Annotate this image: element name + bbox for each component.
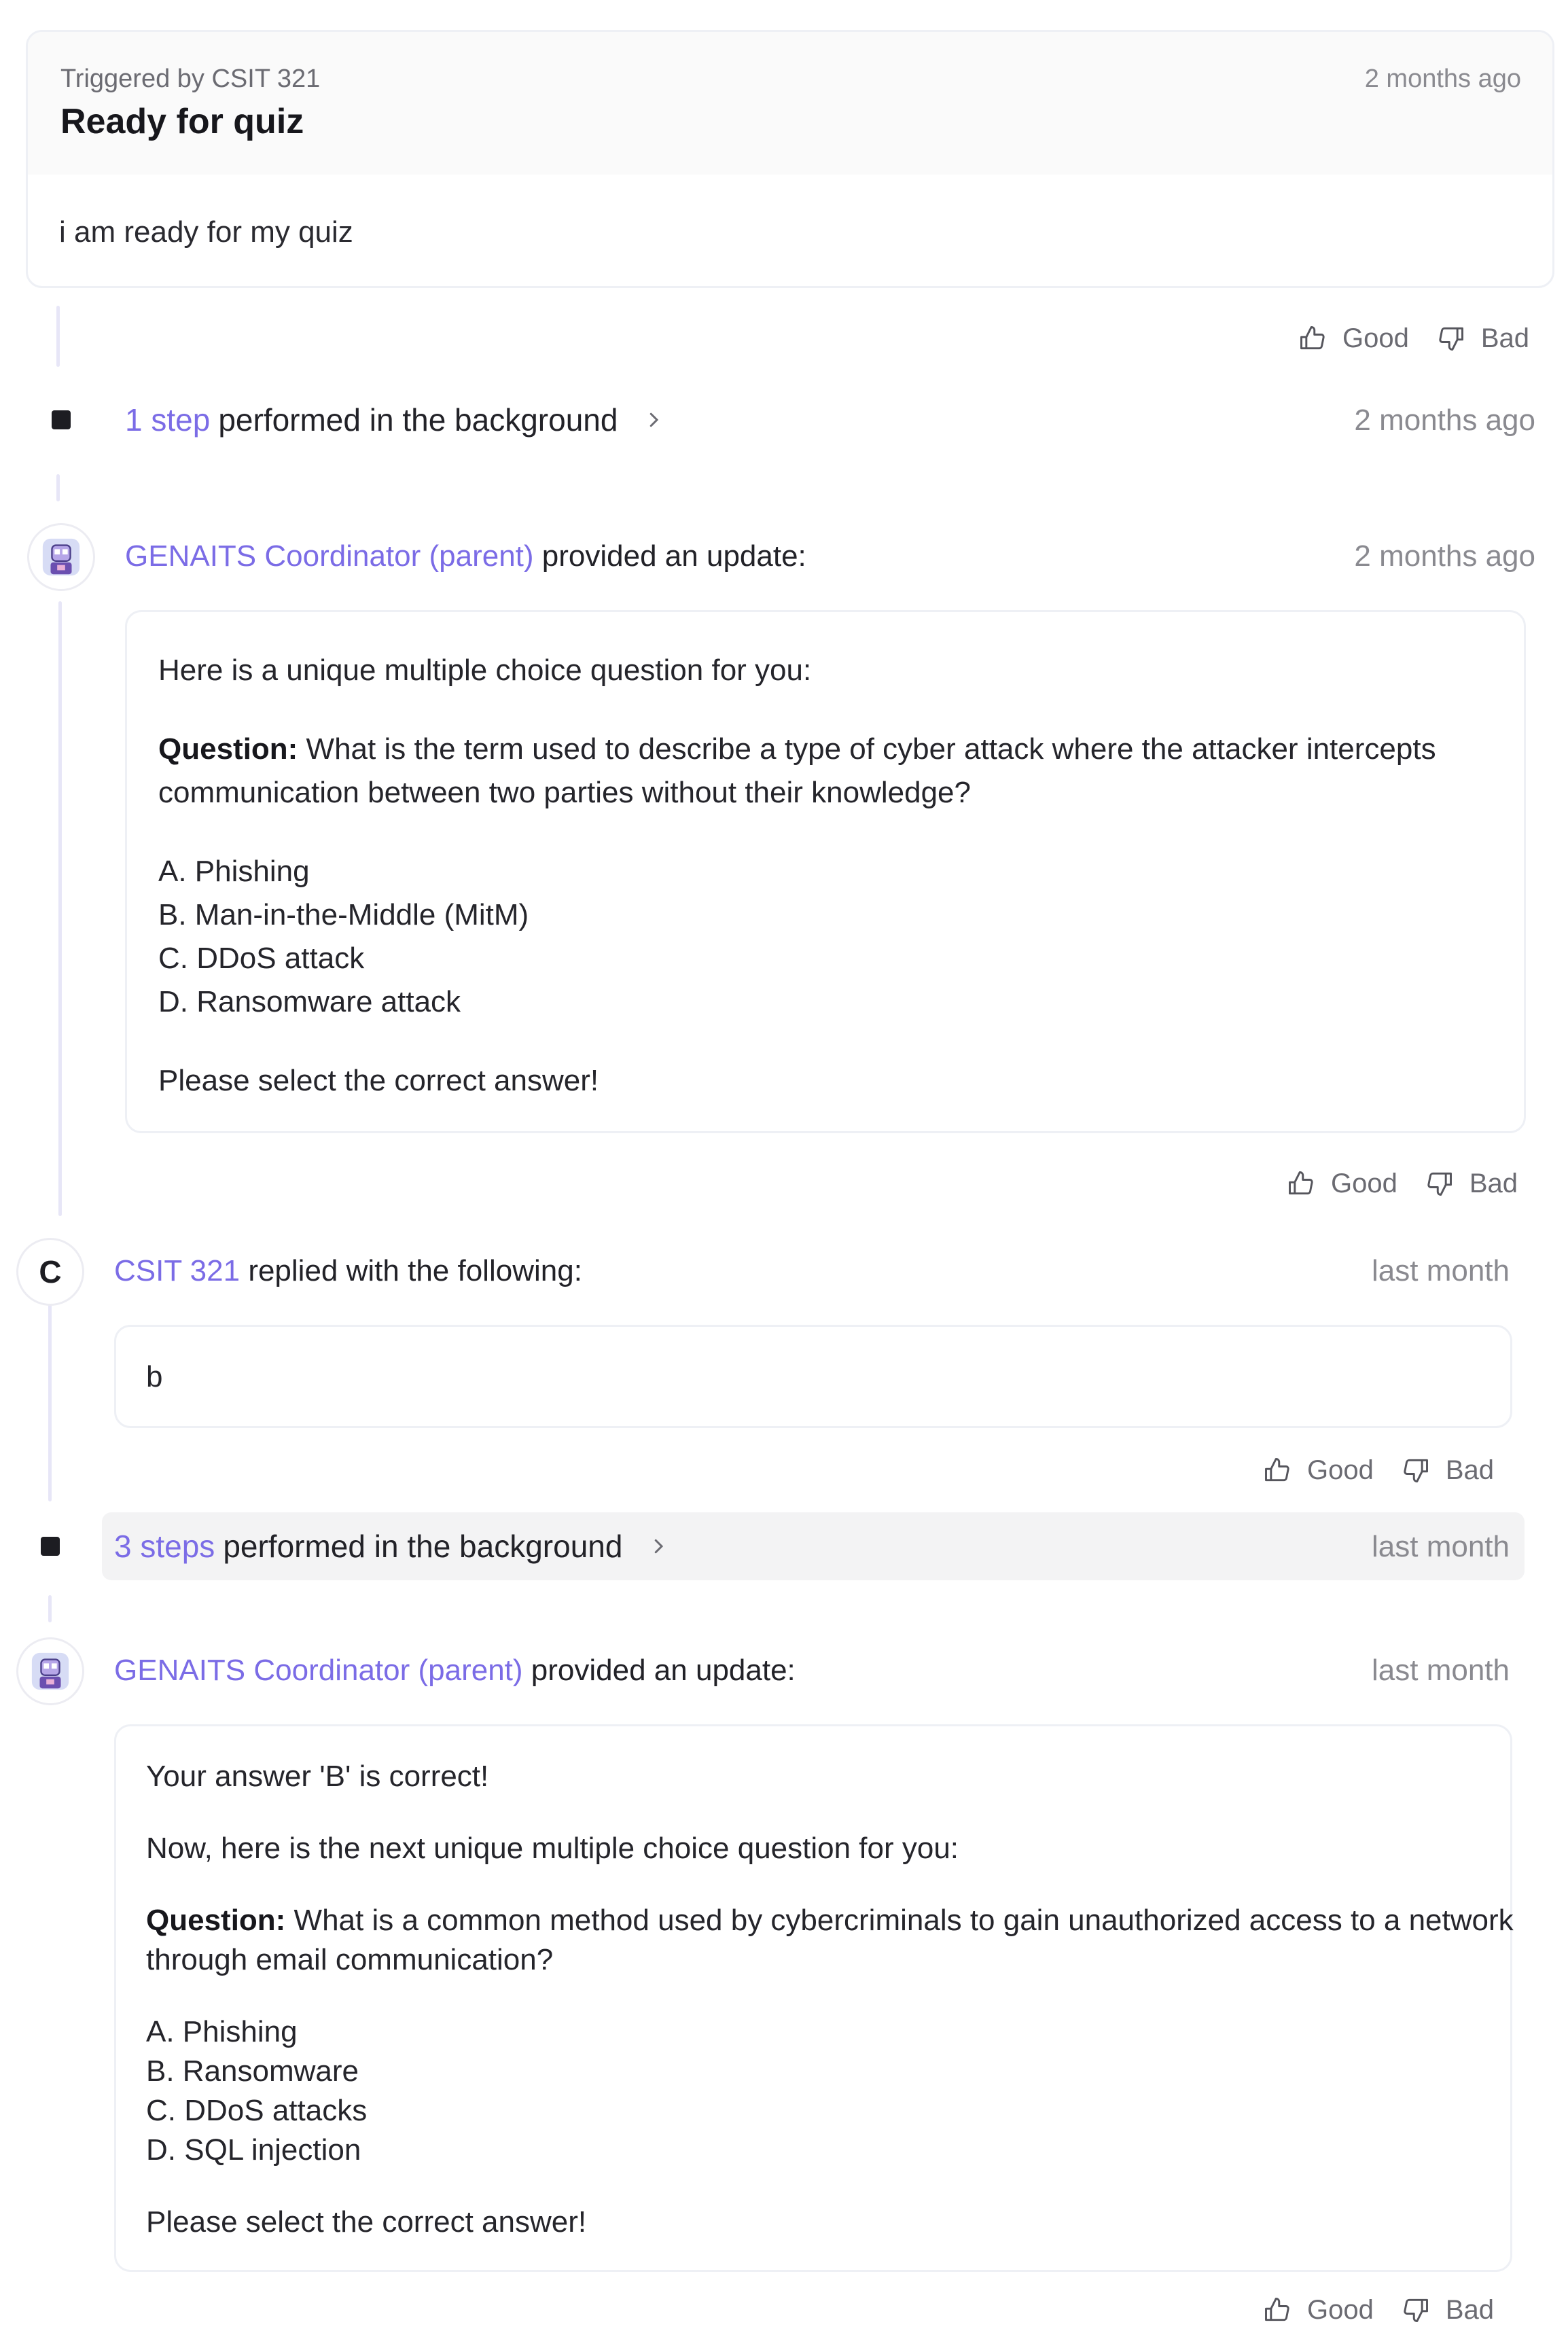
step-marker: [52, 410, 71, 429]
update-header: [114, 1654, 796, 1688]
option-d: D. SQL injection: [146, 2133, 361, 2167]
author-link[interactable]: GENAITS Coordinator (parent): [114, 1654, 523, 1687]
avatar: [16, 1637, 84, 1705]
trigger-header: [28, 32, 1552, 175]
bad-button[interactable]: [1425, 1169, 1518, 1199]
question-text: What is the term used to describe a type of cyber attack where the attacker intercepts: [298, 732, 1436, 766]
option-d: D. Ransomware attack: [158, 985, 461, 1018]
step-description: performed in the background: [223, 1529, 623, 1564]
feedback-bar: [1262, 1450, 1494, 1491]
bad-label: Bad: [1445, 2294, 1495, 2325]
update-message-card: [114, 1724, 1512, 2272]
option-a: A. Phishing: [158, 855, 310, 888]
good-label: Good: [1307, 2294, 1374, 2325]
bad-button[interactable]: [1401, 2295, 1494, 2326]
bad-label: Bad: [1480, 323, 1530, 353]
trigger-message: i am ready for my quiz: [59, 215, 353, 249]
robot-avatar-icon: [29, 1650, 71, 1692]
timeline-line: [48, 1595, 52, 1622]
chevron-right-icon: [643, 410, 664, 430]
question-text-cont: through email communication?: [146, 1943, 554, 1976]
avatar: [27, 523, 95, 591]
good-label: Good: [1331, 1168, 1397, 1198]
update-timestamp: 2 months ago: [1354, 539, 1535, 573]
good-label: Good: [1342, 323, 1409, 353]
background-steps-row[interactable]: [115, 386, 1568, 454]
message-closing: Please select the correct answer!: [158, 1064, 599, 1097]
step-timestamp: 2 months ago: [1354, 404, 1535, 437]
message-closing: Please select the correct answer!: [146, 2205, 587, 2239]
message-intro: Here is a unique multiple choice question for you:: [158, 654, 812, 687]
bad-label: Bad: [1445, 1455, 1495, 1485]
question-text-cont: communication between two parties without their knowledge?: [158, 776, 971, 809]
thumbs-down-icon: [1401, 2295, 1431, 2325]
good-label: Good: [1307, 1455, 1374, 1485]
reply-message-card: [114, 1325, 1512, 1428]
option-b: B. Ransomware: [146, 2054, 359, 2088]
chevron-right-icon: [648, 1536, 669, 1556]
option-c: C. DDoS attack: [158, 942, 365, 975]
robot-avatar-icon: [40, 536, 82, 578]
thumbs-up-icon: [1298, 323, 1328, 353]
thumbs-up-icon: [1286, 1169, 1316, 1198]
option-a: A. Phishing: [146, 2015, 298, 2048]
step-description: performed in the background: [218, 402, 618, 438]
good-button[interactable]: [1262, 2295, 1374, 2326]
trigger-card: [26, 30, 1554, 288]
reply-action: replied with the following:: [248, 1254, 582, 1287]
avatar-letter: C: [39, 1254, 62, 1289]
option-b: B. Man-in-the-Middle (MitM): [158, 898, 529, 931]
reply-message: b: [146, 1360, 163, 1393]
thumbs-up-icon: [1262, 2295, 1292, 2325]
timeline-line: [56, 474, 60, 501]
author-link[interactable]: CSIT 321: [114, 1254, 240, 1287]
feedback-bar: [1286, 1163, 1518, 1204]
bad-button[interactable]: [1436, 323, 1529, 354]
update-action: provided an update:: [541, 539, 806, 573]
good-button[interactable]: [1262, 1455, 1374, 1486]
message-intro: Now, here is the next unique multiple choice question for you:: [146, 1832, 959, 1865]
timeline-line: [48, 1277, 52, 1501]
thumbs-up-icon: [1262, 1455, 1292, 1485]
thumbs-down-icon: [1425, 1169, 1455, 1198]
bad-button[interactable]: [1401, 1455, 1494, 1486]
step-timestamp: last month: [1372, 1530, 1510, 1563]
step-count-link[interactable]: 3 steps: [114, 1529, 215, 1564]
background-steps-row[interactable]: [102, 1512, 1525, 1580]
timeline-line: [58, 601, 62, 1216]
thumbs-down-icon: [1401, 1455, 1431, 1485]
question-line: [146, 1899, 1514, 1942]
feedback-bar: [1298, 318, 1529, 359]
thumbs-down-icon: [1436, 323, 1466, 353]
reply-header: [114, 1254, 582, 1288]
trigger-title: Ready for quiz: [60, 102, 304, 141]
update-header: [125, 539, 806, 573]
question-label: Question:: [158, 732, 298, 766]
update-timestamp: last month: [1372, 1654, 1510, 1687]
trigger-timestamp: 2 months ago: [1364, 65, 1521, 93]
option-c: C. DDoS attacks: [146, 2094, 368, 2127]
timeline-line: [56, 306, 60, 367]
question-text: What is a common method used by cybercriminals to gain unauthorized access to a network: [285, 1904, 1514, 1937]
trigger-source: Triggered by CSIT 321: [60, 65, 321, 93]
update-message-card: [125, 610, 1526, 1133]
question-line: [158, 728, 1436, 771]
feedback-bar: [1262, 2290, 1494, 2330]
avatar: [16, 1238, 84, 1306]
update-action: provided an update:: [531, 1654, 796, 1687]
reply-timestamp: last month: [1372, 1254, 1510, 1287]
step-count-link[interactable]: 1 step: [125, 402, 211, 438]
good-button[interactable]: [1298, 323, 1409, 354]
question-label: Question:: [146, 1904, 286, 1937]
bad-label: Bad: [1469, 1168, 1518, 1198]
step-marker: [41, 1537, 60, 1556]
answer-result: Your answer 'B' is correct!: [146, 1760, 489, 1793]
good-button[interactable]: [1286, 1169, 1397, 1199]
author-link[interactable]: GENAITS Coordinator (parent): [125, 539, 534, 573]
